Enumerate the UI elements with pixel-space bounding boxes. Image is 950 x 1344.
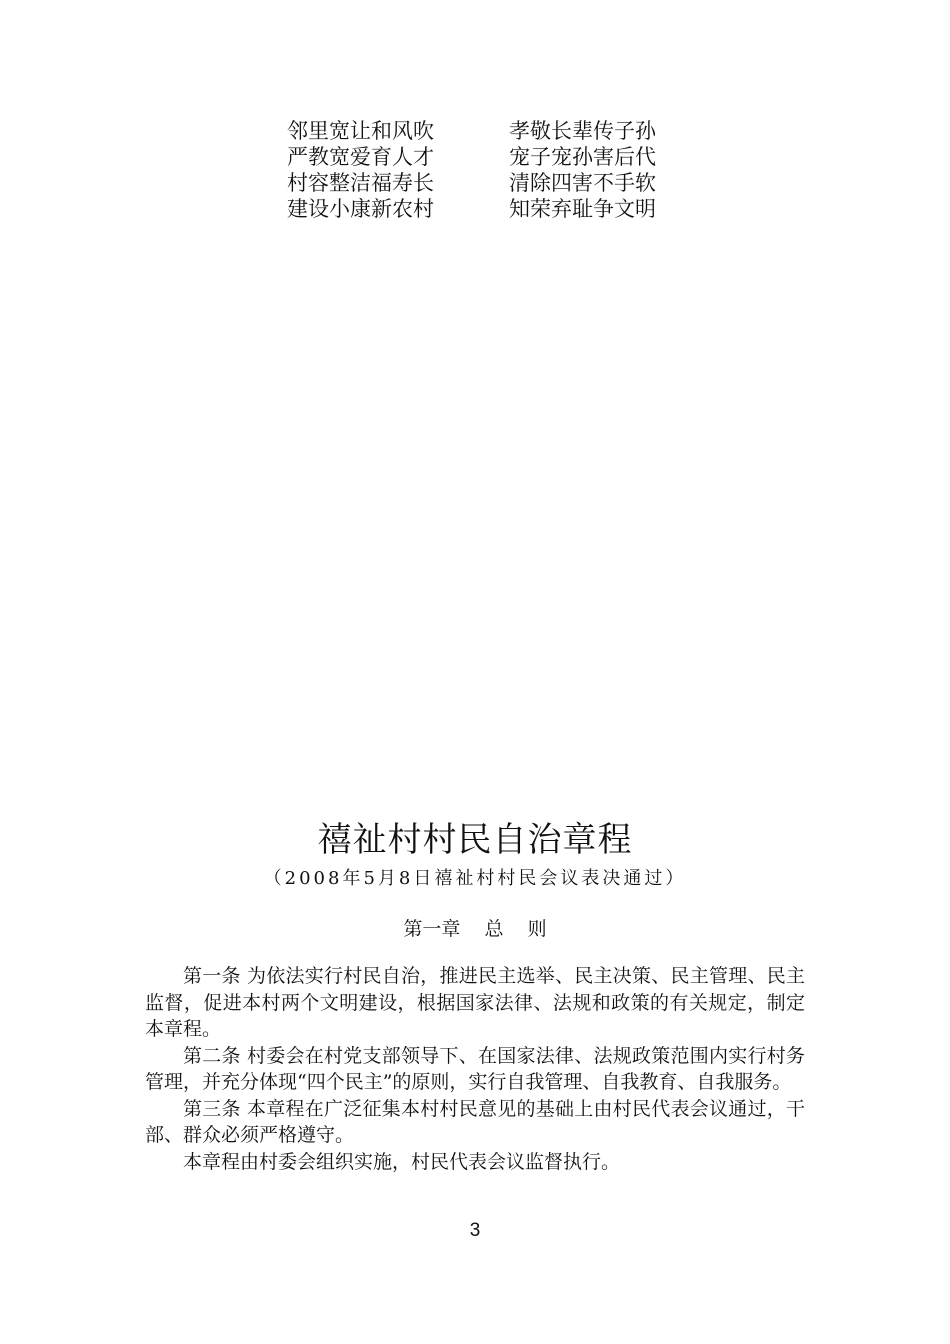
article-paragraph: 第二条 村委会在村党支部领导下、在国家法律、法规政策范围内实行村务管理，并充分体现“四个民主”的原则，实行自我管理、自我教育、自我服务。 xyxy=(145,1044,805,1093)
document-body xyxy=(145,963,805,1175)
poem-block xyxy=(287,118,687,222)
poem-line-left: 严教宽爱育人才 xyxy=(287,145,434,169)
poem-row xyxy=(287,118,687,144)
poem-row xyxy=(287,144,687,170)
article-paragraph: 第一条 为依法实行村民自治，推进民主选举、民主决策、民主管理、民主监督，促进本村两个文明建设，根据国家法律、法规和政策的有关规定，制定本章程。 xyxy=(145,965,805,1040)
page-number: 3 xyxy=(469,1220,481,1241)
poem-line-left: 邻里宽让和风吹 xyxy=(287,119,434,143)
chapter-heading: 第一章 总 则 xyxy=(403,918,547,940)
poem-line-right: 孝敬长辈传子孙 xyxy=(509,119,656,143)
poem-row xyxy=(287,170,687,196)
document-title: 禧祉村村民自治章程 xyxy=(317,820,633,860)
poem-line-left: 建设小康新农村 xyxy=(287,197,434,221)
poem-line-right: 宠子宠孙害后代 xyxy=(509,145,656,169)
poem-row xyxy=(287,196,687,222)
poem-line-right: 清除四害不手软 xyxy=(509,171,656,195)
document-subtitle: （2008年5月8日禧祉村村民会议表决通过） xyxy=(263,868,687,889)
article-paragraph: 第三条 本章程在广泛征集本村村民意见的基础上由村民代表会议通过，干部、群众必须严格遵守。 xyxy=(145,1097,805,1146)
poem-line-right: 知荣弃耻争文明 xyxy=(509,197,656,221)
poem-line-left: 村容整洁福寿长 xyxy=(287,171,434,195)
article-paragraph: 本章程由村委会组织实施，村民代表会议监督执行。 xyxy=(183,1150,621,1173)
